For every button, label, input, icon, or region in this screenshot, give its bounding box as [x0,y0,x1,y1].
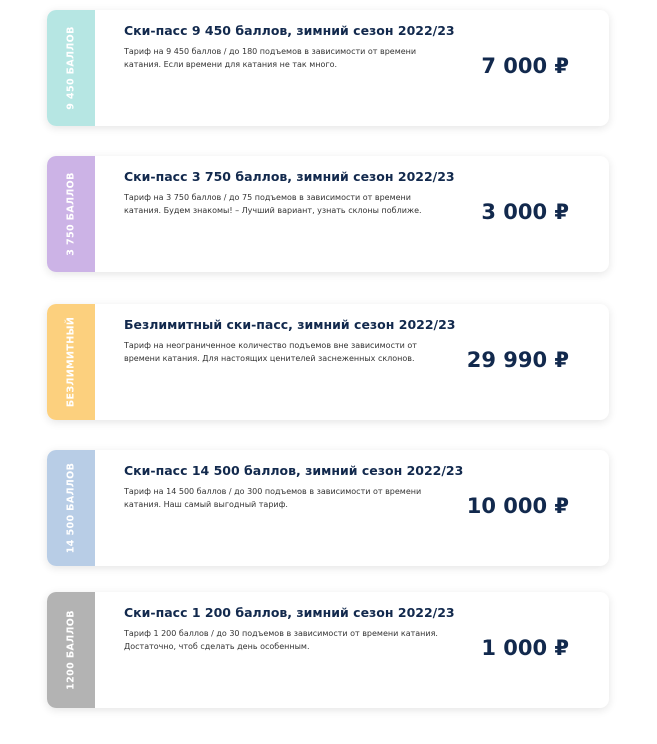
card-side-band [47,156,95,272]
pass-price: 29 990 ₽ [466,348,569,372]
pass-title: Ски-пасс 1 200 баллов, зимний сезон 2022/23 [124,605,455,620]
card-side-band [47,10,95,126]
points-label: 1200 БАЛЛОВ [65,610,77,690]
pass-title: Ски-пасс 9 450 баллов, зимний сезон 2022/23 [124,23,455,38]
card-side-band [47,450,95,566]
pass-title: Ски-пасс 3 750 баллов, зимний сезон 2022/23 [124,169,455,184]
pass-description: Тариф на 9 450 баллов / до 180 подъемов в зависимости от времени катания. Если времени для катания не так много. [124,47,417,69]
pass-description: Тариф на 14 500 баллов / до 300 подъемов в зависимости от времени катания. Наш самый выгодный тариф. [124,487,422,509]
pass-price: 10 000 ₽ [466,494,569,518]
pass-price: 3 000 ₽ [481,200,569,224]
pass-price: 7 000 ₽ [481,54,569,78]
pass-description: Тариф на неограниченное количество подъемов вне зависимости от времени катания. Для настоящих ценителей заснеженных склонов. [124,341,417,363]
points-label: БЕЗЛИМИТНЫЙ [65,316,77,408]
pass-description: Тариф на 3 750 баллов / до 75 подъемов в зависимости от времени катания. Будем знакомы! – Лучший вариант, узнать склоны поближе. [124,193,422,215]
pass-description: Тариф 1 200 баллов / до 30 подъемов в зависимости от времени катания. Достаточно, чтоб сделать день особенным. [124,629,438,651]
ski-pass-card-1200[interactable] [47,592,609,708]
pass-price: 1 000 ₽ [481,636,569,660]
points-label: 3 750 БАЛЛОВ [65,172,77,256]
card-side-band [47,592,95,708]
pass-title: Безлимитный ски-пасс, зимний сезон 2022/23 [124,317,456,332]
ski-pass-card-14500[interactable] [47,450,609,566]
pass-title: Ски-пасс 14 500 баллов, зимний сезон 2022/23 [124,463,464,478]
ski-pass-card-3750[interactable] [47,156,609,272]
points-label: 14 500 БАЛЛОВ [65,462,77,554]
ski-pass-card-unlimited[interactable] [47,304,609,420]
points-label: 9 450 БАЛЛОВ [65,26,77,110]
ski-pass-card-9450[interactable] [47,10,609,126]
card-side-band [47,304,95,420]
